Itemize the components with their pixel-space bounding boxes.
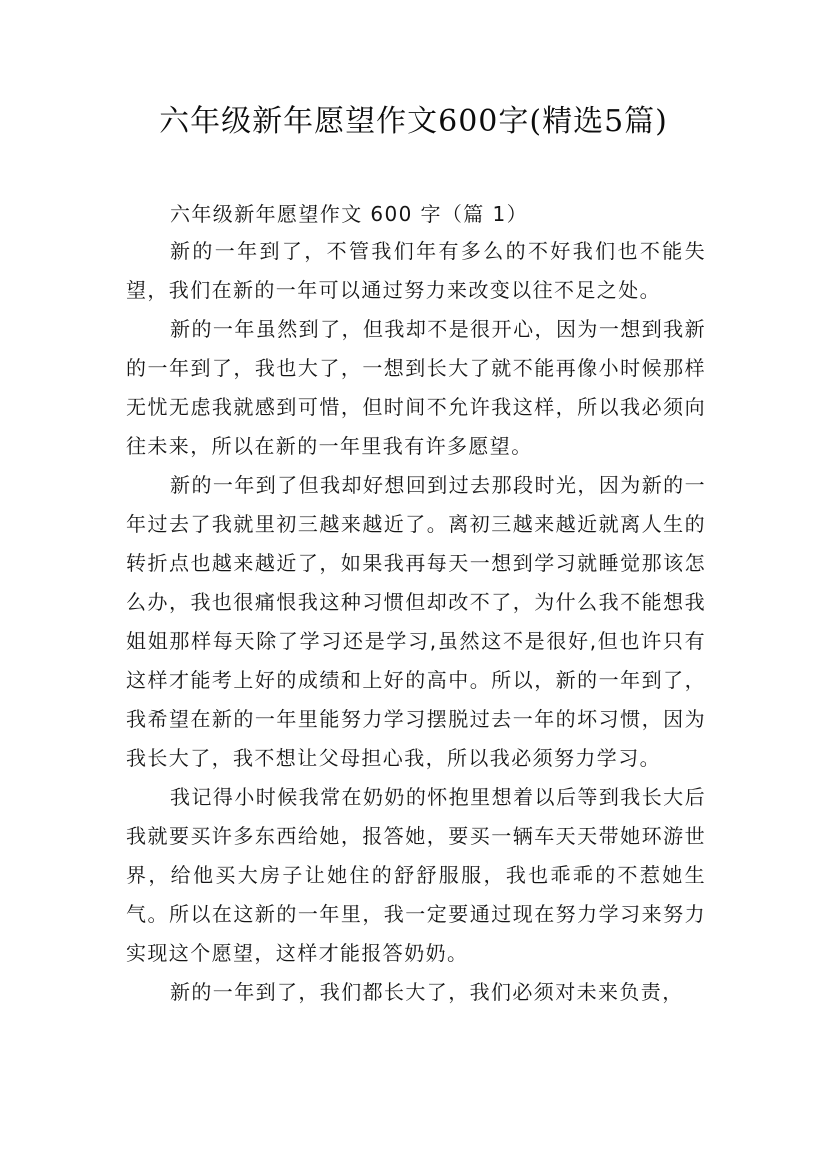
paragraph-3: 新的一年到了但我却好想回到过去那段时光，因为新的一年过去了我就里初三越来越近了。离初三越来越近就离人生的转折点也越来越近了，如果我再每天一想到学习就睡觉那该怎么办，我也很痛恨我这种习惯但却改不了，为什么我不能想我姐姐那样每天除了学习还是学习,虽然这不是很好,但也许只有这样才能考上好的成绩和上好的高中。所以，新的一年到了，我希望在新的一年里能努力学习摆脱过去一年的坏习惯，因为我长大了，我不想让父母担心我，所以我必须努力学习。 [126, 473, 706, 770]
article-body [126, 196, 706, 1012]
document-title: 六年级新年愿望作文600字(精选5篇) [159, 104, 668, 139]
paragraph-4: 我记得小时候我常在奶奶的怀抱里想着以后等到我长大后我就要买许多东西给她，报答她，要买一辆车天天带她环游世界，给他买大房子让她住的舒舒服服，我也乖乖的不惹她生气。所以在这新的一年里，我一定要通过现在努力学习来努力实现这个愿望，这样才能报答奶奶。 [126, 785, 706, 965]
section-heading: 六年级新年愿望作文 600 字（篇 1） [170, 202, 528, 226]
paragraph-1: 新的一年到了，不管我们年有多么的不好我们也不能失望，我们在新的一年可以通过努力来改变以往不足之处。 [126, 239, 706, 302]
paragraph-2: 新的一年虽然到了，但我却不是很开心，因为一想到我新的一年到了，我也大了，一想到长大了就不能再像小时候那样无忧无虑我就感到可惜，但时间不允许我这样，所以我必须向往未来，所以在新的一年里我有许多愿望。 [126, 317, 706, 458]
paragraph-5: 新的一年到了，我们都长大了，我们必须对未来负责， [170, 980, 684, 1004]
